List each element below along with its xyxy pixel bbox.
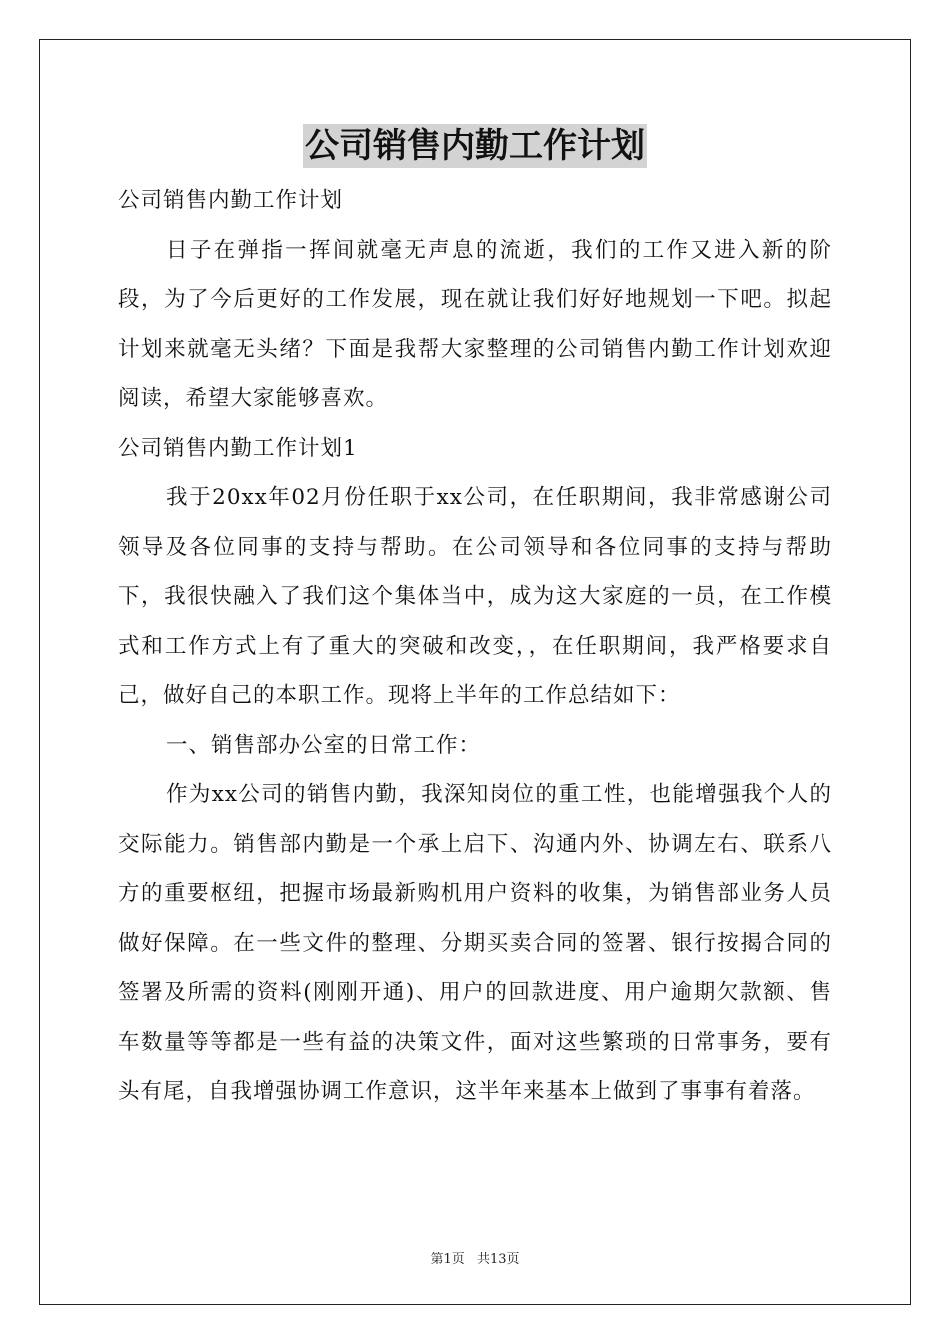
subtitle-paragraph: 公司销售内勤工作计划 (118, 188, 344, 213)
body-paragraph: 我于20xx年02月份任职于xx公司，在任职期间，我非常感谢公司领导及各位同事的支持与帮助。在公司领导和各位同事的支持与帮助下，我很快融入了我们这个集体当中，成为这大家庭的一员，在工作模式和工作方式上有了重大的突破和改变，，在任职期间，我严格要求自己，做好自己的本职工作。现将上半年的工作总结如下： (118, 485, 832, 708)
section-subheading: 一、销售部办公室的日常工作： (166, 732, 482, 758)
body-paragraph: 作为xx公司的销售内勤，我深知岗位的重工性，也能增强我个人的交际能力。销售部内勤是一个承上启下、沟通内外、协调左右、联系八方的重要枢纽，把握市场最新购机用户资料的收集，为销售部业务人员做好保障。在一些文件的整理、分期买卖合同的签署、银行按揭合同的签署及所需的资料(刚刚开通)、用户的回款进度、用户逾期欠款额、售车数量等等都是一些有益的决策文件，面对这些繁琐的日常事务，要有头有尾，自我增强协调工作意识，这半年来基本上做到了事事有着落。 (118, 782, 832, 1104)
page-number: 第1页 (430, 1252, 465, 1267)
intro-paragraph: 日子在弹指一挥间就毫无声息的流逝，我们的工作又进入新的阶段，为了今后更好的工作发展，现在就让我们好好地规划一下吧。拟起计划来就毫无头绪？下面是我帮大家整理的公司销售内勤工作计划欢迎阅读，希望大家能够喜欢。 (118, 237, 832, 411)
section-heading: 公司销售内勤工作计划1 (118, 435, 358, 461)
page-footer (0, 1248, 950, 1267)
page-total: 共13页 (476, 1252, 520, 1267)
document-body (118, 176, 832, 1117)
title-container (0, 124, 950, 168)
document-title: 公司销售内勤工作计划 (305, 126, 645, 166)
